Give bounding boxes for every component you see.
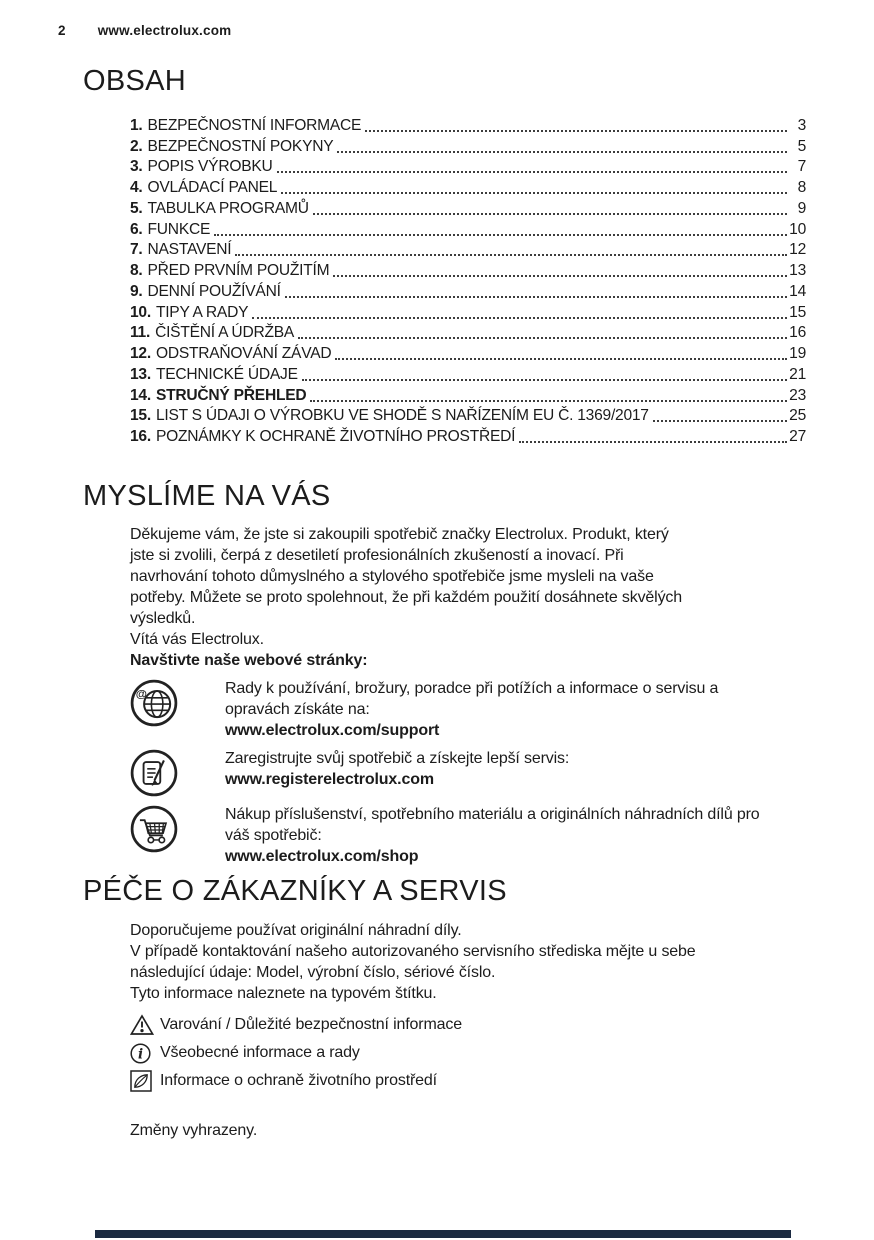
toc-entry-page: 5 <box>797 137 806 155</box>
toc-entry-number: 4. <box>130 179 143 196</box>
paragraph-line: potřeby. Můžete se proto spolehnout, že při každém použití dosáhnete skvělých <box>130 589 683 606</box>
toc-entry-label: TECHNICKÉ ÚDAJE <box>155 365 298 383</box>
toc-entry[interactable] <box>130 280 806 301</box>
toc-entry-label: PŘED PRVNÍM POUŽITÍM <box>147 262 330 279</box>
toc-entry-page: 15 <box>789 303 806 321</box>
toc-dot-leader <box>302 379 787 381</box>
toc-entry[interactable] <box>130 322 806 343</box>
register-item <box>130 748 874 797</box>
toc-entry-page: 10 <box>789 220 806 238</box>
toc-entry-page: 9 <box>797 199 806 217</box>
warning-note-text: Varování / Důležité bezpečnostní informace <box>160 1016 463 1033</box>
table-of-contents <box>130 114 806 446</box>
toc-entry-page: 12 <box>789 241 806 259</box>
toc-dot-leader <box>365 130 787 132</box>
paragraph-line: Děkujeme vám, že jste si zakoupili spotřebič značky Electrolux. Produkt, který <box>130 526 669 543</box>
toc-entry-number: 15. <box>130 407 151 425</box>
toc-entry-number: 1. <box>130 116 143 134</box>
toc-entry-number: 11. <box>130 324 151 342</box>
shop-line: Nákup příslušenství, spotřebního materiálu a originálních náhradních dílů pro <box>225 806 760 823</box>
toc-entry-number: 5. <box>130 199 143 217</box>
legend-notes <box>130 1011 874 1095</box>
toc-entry-label: BEZPEČNOSTNÍ INFORMACE <box>147 116 362 134</box>
toc-entry-page: 14 <box>789 282 806 300</box>
paragraph-line: výsledků. <box>130 610 196 627</box>
toc-entry-number: 10. <box>130 303 151 321</box>
toc-entry-label: LIST S ÚDAJI O VÝROBKU VE SHODĚ S NAŘÍZENÍM EU Č. 1369/2017 <box>155 407 649 425</box>
toc-dot-leader <box>653 420 787 422</box>
visit-websites-line: Navštivte naše webové stránky: <box>130 652 368 669</box>
toc-entry-page: 25 <box>789 407 806 425</box>
toc-entry-label: TIPY A RADY <box>155 303 249 321</box>
toc-entry[interactable] <box>130 239 806 260</box>
register-text <box>225 748 800 797</box>
toc-entry-number: 16. <box>130 428 151 445</box>
toc-entry[interactable] <box>130 156 806 177</box>
care-line: V případě kontaktování našeho autorizovaného servisního střediska mějte u sebe <box>130 943 696 960</box>
toc-entry-label: ČIŠTĚNÍ A ÚDRŽBA <box>155 324 295 342</box>
info-circle-icon <box>130 1043 160 1064</box>
website-links <box>130 678 874 867</box>
toc-entry-number: 7. <box>130 241 143 259</box>
toc-dot-leader <box>310 400 787 402</box>
section-title-we-think-of-you: MYSLÍME NA VÁS <box>83 480 331 512</box>
toc-entry-page: 8 <box>797 179 806 196</box>
toc-entry-page: 23 <box>789 386 806 404</box>
welcome-line: Vítá vás Electrolux. <box>130 631 264 648</box>
toc-entry[interactable] <box>130 176 806 197</box>
toc-dot-leader <box>519 441 787 443</box>
toc-dot-leader <box>252 317 787 319</box>
shop-item <box>130 804 874 867</box>
globe-at-icon <box>130 678 225 741</box>
toc-entry[interactable] <box>130 384 806 405</box>
info-note-text: Všeobecné informace a rady <box>160 1044 360 1061</box>
register-appliance-icon <box>130 748 225 797</box>
footer-bar <box>95 1230 791 1238</box>
toc-entry-page: 16 <box>789 324 806 342</box>
register-url[interactable]: www.registerelectrolux.com <box>225 771 434 788</box>
eco-note-text: Informace o ochraně životního prostředí <box>160 1072 437 1089</box>
toc-entry-number: 9. <box>130 282 143 300</box>
toc-dot-leader <box>313 213 787 215</box>
toc-dot-leader <box>214 234 787 236</box>
svg-text:@: @ <box>135 688 147 701</box>
eco-leaf-icon <box>130 1070 160 1092</box>
warning-triangle-icon <box>130 1014 160 1036</box>
toc-entry-label: TABULKA PROGRAMŮ <box>147 199 309 217</box>
toc-entry-page: 19 <box>789 345 806 362</box>
toc-entry[interactable] <box>130 218 806 239</box>
toc-entry-page: 21 <box>789 365 806 383</box>
toc-dot-leader <box>298 337 787 339</box>
website-header: www.electrolux.com <box>97 23 232 38</box>
page-header <box>0 0 874 38</box>
toc-entry[interactable] <box>130 259 806 280</box>
toc-entry[interactable] <box>130 342 806 363</box>
shopping-cart-icon <box>130 804 225 867</box>
subject-to-change-note: Změny vyhrazeny. <box>130 1122 258 1139</box>
support-line: Rady k používání, brožury, poradce při potížích a informace o servisu a <box>225 680 719 697</box>
toc-dot-leader <box>337 151 787 153</box>
toc-entry-page: 7 <box>797 158 806 176</box>
support-text <box>225 678 800 741</box>
care-line: Doporučujeme používat originální náhradní díly. <box>130 922 462 939</box>
toc-entry-number: 2. <box>130 137 143 155</box>
toc-dot-leader <box>335 358 787 360</box>
toc-entry-number: 8. <box>130 262 143 279</box>
toc-dot-leader <box>333 275 787 277</box>
toc-dot-leader <box>235 254 787 256</box>
support-line: opravách získáte na: <box>225 701 370 718</box>
care-line: následující údaje: Model, výrobní číslo, sériové číslo. <box>130 964 496 981</box>
toc-entry[interactable] <box>130 425 806 446</box>
toc-dot-leader <box>285 296 787 298</box>
customer-care-paragraph <box>130 920 802 1004</box>
toc-entry[interactable] <box>130 114 806 135</box>
toc-dot-leader <box>281 192 787 194</box>
toc-entry-label: OVLÁDACÍ PANEL <box>147 179 278 196</box>
support-item <box>130 678 874 741</box>
toc-entry[interactable] <box>130 135 806 156</box>
eco-note <box>130 1067 874 1095</box>
support-url[interactable]: www.electrolux.com/support <box>225 722 440 739</box>
section-title-customer-care: PÉČE O ZÁKAZNÍKY A SERVIS <box>83 875 507 907</box>
page-number: 2 <box>58 23 66 38</box>
toc-entry-label: ODSTRAŇOVÁNÍ ZÁVAD <box>155 345 332 362</box>
toc-title: OBSAH <box>83 65 187 97</box>
toc-entry-label: BEZPEČNOSTNÍ POKYNY <box>147 137 334 155</box>
toc-dot-leader <box>277 171 787 173</box>
intro-paragraph <box>130 524 802 671</box>
toc-entry-number: 3. <box>130 158 143 176</box>
toc-entry-number: 12. <box>130 345 151 362</box>
toc-entry-label: DENNÍ POUŽÍVÁNÍ <box>147 282 281 300</box>
toc-entry-label: FUNKCE <box>147 220 211 238</box>
info-note <box>130 1039 874 1067</box>
toc-entry-label: POPIS VÝROBKU <box>147 158 273 176</box>
paragraph-line: jste si zvolili, čerpá z desetiletí profesionálních zkušeností a inovací. Při <box>130 547 624 564</box>
care-line: Tyto informace naleznete na typovém štítku. <box>130 985 437 1002</box>
toc-entry[interactable] <box>130 405 806 426</box>
paragraph-line: navrhování tohoto důmyslného a stylového spotřebiče jsme mysleli na vaše <box>130 568 654 585</box>
toc-entry[interactable] <box>130 301 806 322</box>
svg-text:i: i <box>138 1045 143 1062</box>
shop-text <box>225 804 800 867</box>
toc-entry-label: POZNÁMKY K OCHRANĚ ŽIVOTNÍHO PROSTŘEDÍ <box>155 428 516 445</box>
shop-line: váš spotřebič: <box>225 827 322 844</box>
toc-entry-number: 6. <box>130 220 143 238</box>
toc-entry-label: STRUČNÝ PŘEHLED <box>155 386 307 404</box>
toc-entry-label: NASTAVENÍ <box>147 241 232 259</box>
toc-entry-number: 13. <box>130 365 151 383</box>
toc-entry-page: 13 <box>789 262 806 279</box>
toc-entry-page: 3 <box>797 116 806 134</box>
toc-entry-page: 27 <box>789 428 806 445</box>
register-line: Zaregistrujte svůj spotřebič a získejte lepší servis: <box>225 750 570 767</box>
toc-entry-number: 14. <box>130 386 151 404</box>
warning-note <box>130 1011 874 1039</box>
toc-entry[interactable] <box>130 363 806 384</box>
shop-url[interactable]: www.electrolux.com/shop <box>225 848 419 865</box>
toc-entry[interactable] <box>130 197 806 218</box>
